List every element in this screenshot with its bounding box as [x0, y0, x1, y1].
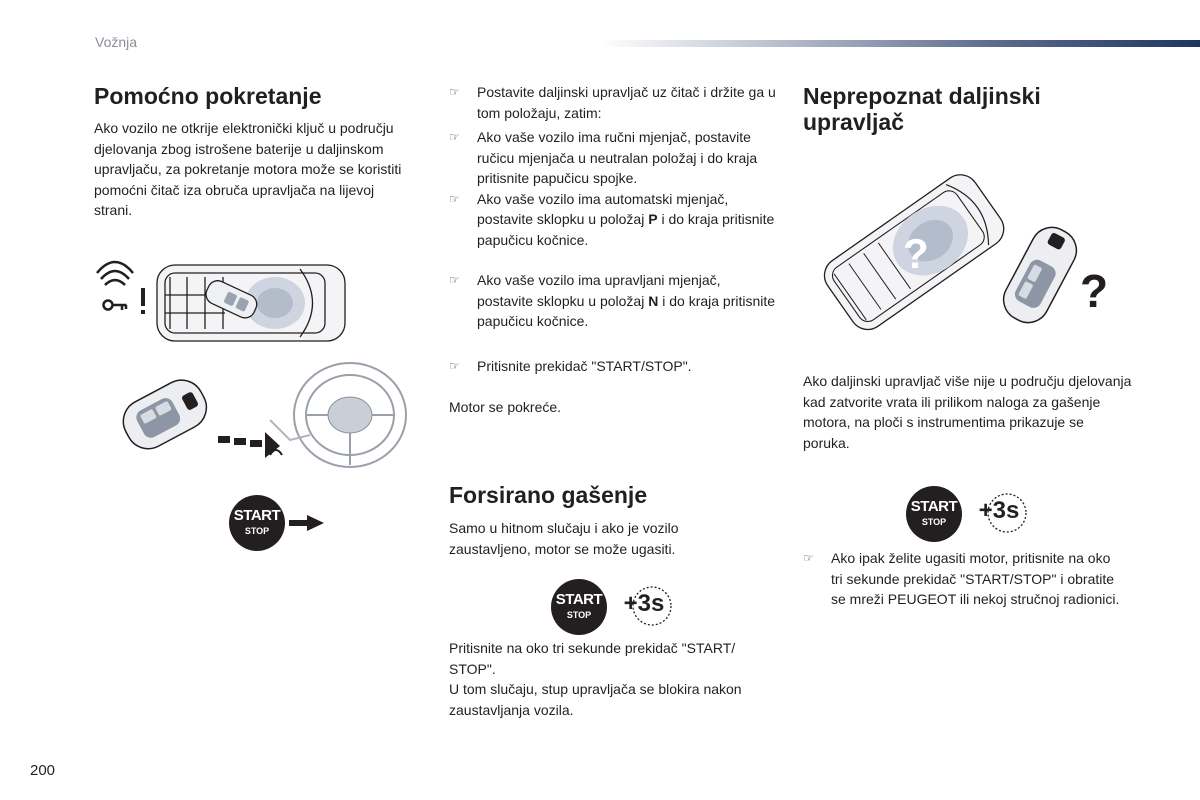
unrecognized-remote-list — [803, 548, 1123, 610]
start-stop-button-illustration — [229, 495, 329, 560]
forced-shutdown-text-2: U tom slučaju, stup upravljača se blokira nakon zaustavljanja vozila. — [449, 681, 742, 718]
question-mark-icon: ? — [1080, 265, 1109, 317]
stop-label: STOP — [566, 610, 592, 620]
start-stop-3s-illustration — [905, 485, 1030, 548]
stop-label: STOP — [921, 517, 947, 527]
heading-auxiliary-start: Pomoćno pokretanje — [94, 83, 322, 109]
start-label: START — [555, 591, 603, 608]
three-seconds-badge: +3s — [623, 590, 665, 617]
unrecognized-remote-text: Ako daljinski upravljač više nije u području djelovanja kad zatvorite vrata ili prilikom naloga za gašenje motora, na ploči s instrumentima prikazuje se poruka. — [803, 373, 1132, 451]
key-fob-reader-illustration — [110, 360, 410, 485]
bullet-icon: ☞ — [803, 551, 814, 565]
forced-shutdown-text-1: Pritisnite na oko tri sekunde prekidač "START/ STOP". — [449, 640, 736, 677]
question-mark-on-car: ? — [903, 230, 929, 277]
bullet-icon: ☞ — [449, 191, 460, 206]
forced-shutdown-intro: Samo u hitnom slučaju i ako je vozilo zaustavljeno, motor se može ugasiti. — [449, 520, 679, 557]
auxiliary-start-text: Ako vozilo ne otkrije elektronički ključ u području djelovanja zbog istrošene baterije u daljinskom upravljaču, za pokretanje motora može se koristiti pomoćni čitač iza obruča upravljača na lijevoj strani. — [94, 120, 402, 218]
key-signal-warning-icon — [97, 262, 133, 310]
three-seconds-badge: +3s — [978, 497, 1020, 524]
bullet-icon: ☞ — [449, 273, 460, 287]
bullet-icon: ☞ — [449, 85, 460, 99]
car-remote-question-illustration — [815, 160, 1120, 345]
stop-label: STOP — [244, 526, 270, 536]
start-label: START — [910, 498, 958, 515]
bullet-icon: ☞ — [449, 358, 460, 373]
start-steps-list — [449, 82, 777, 376]
list-item: ☞ Ako ipak želite ugasiti motor, pritisnite na oko tri sekunde prekidač "START/STOP" i obratite se mreži PEUGEOT ili nekoj stručnoj radionici. — [803, 550, 1120, 607]
header-bar — [600, 40, 1200, 47]
section-label: Vožnja — [95, 34, 138, 50]
heading-forced-shutdown: Forsirano gašenje — [449, 482, 648, 508]
list-item: ☞ Ako vaše vozilo ima automatski mjenjač, postavite sklopku u položaj P i do kraja pritisnite papučicu kočnice. — [449, 190, 775, 248]
page-number: 200 — [30, 762, 56, 779]
bullet-icon: ☞ — [449, 130, 460, 144]
start-label: START — [233, 507, 281, 524]
heading-unrecognized-remote: Neprepoznat daljinski upravljač — [803, 83, 1041, 135]
car-top-view-key-illustration — [95, 255, 355, 350]
start-stop-3s-illustration — [550, 578, 675, 641]
list-item: ☞ Postavite daljinski upravljač uz čitač i držite ga u tom položaju, zatim: — [449, 84, 776, 121]
list-item: ☞ Ako vaše vozilo ima upravljani mjenjač, postavite sklopku u položaj N i do kraja pritisnite papučicu kočnice. — [449, 272, 776, 329]
list-item: ☞ Pritisnite prekidač "START/STOP". — [449, 356, 777, 377]
list-item: ☞ Ako vaše vozilo ima ručni mjenjač, postavite ručicu mjenjača u neutralan položaj i do kraja pritisnite papučicu spojke. — [449, 129, 758, 186]
engine-starts-text: Motor se pokreće. — [449, 399, 562, 415]
